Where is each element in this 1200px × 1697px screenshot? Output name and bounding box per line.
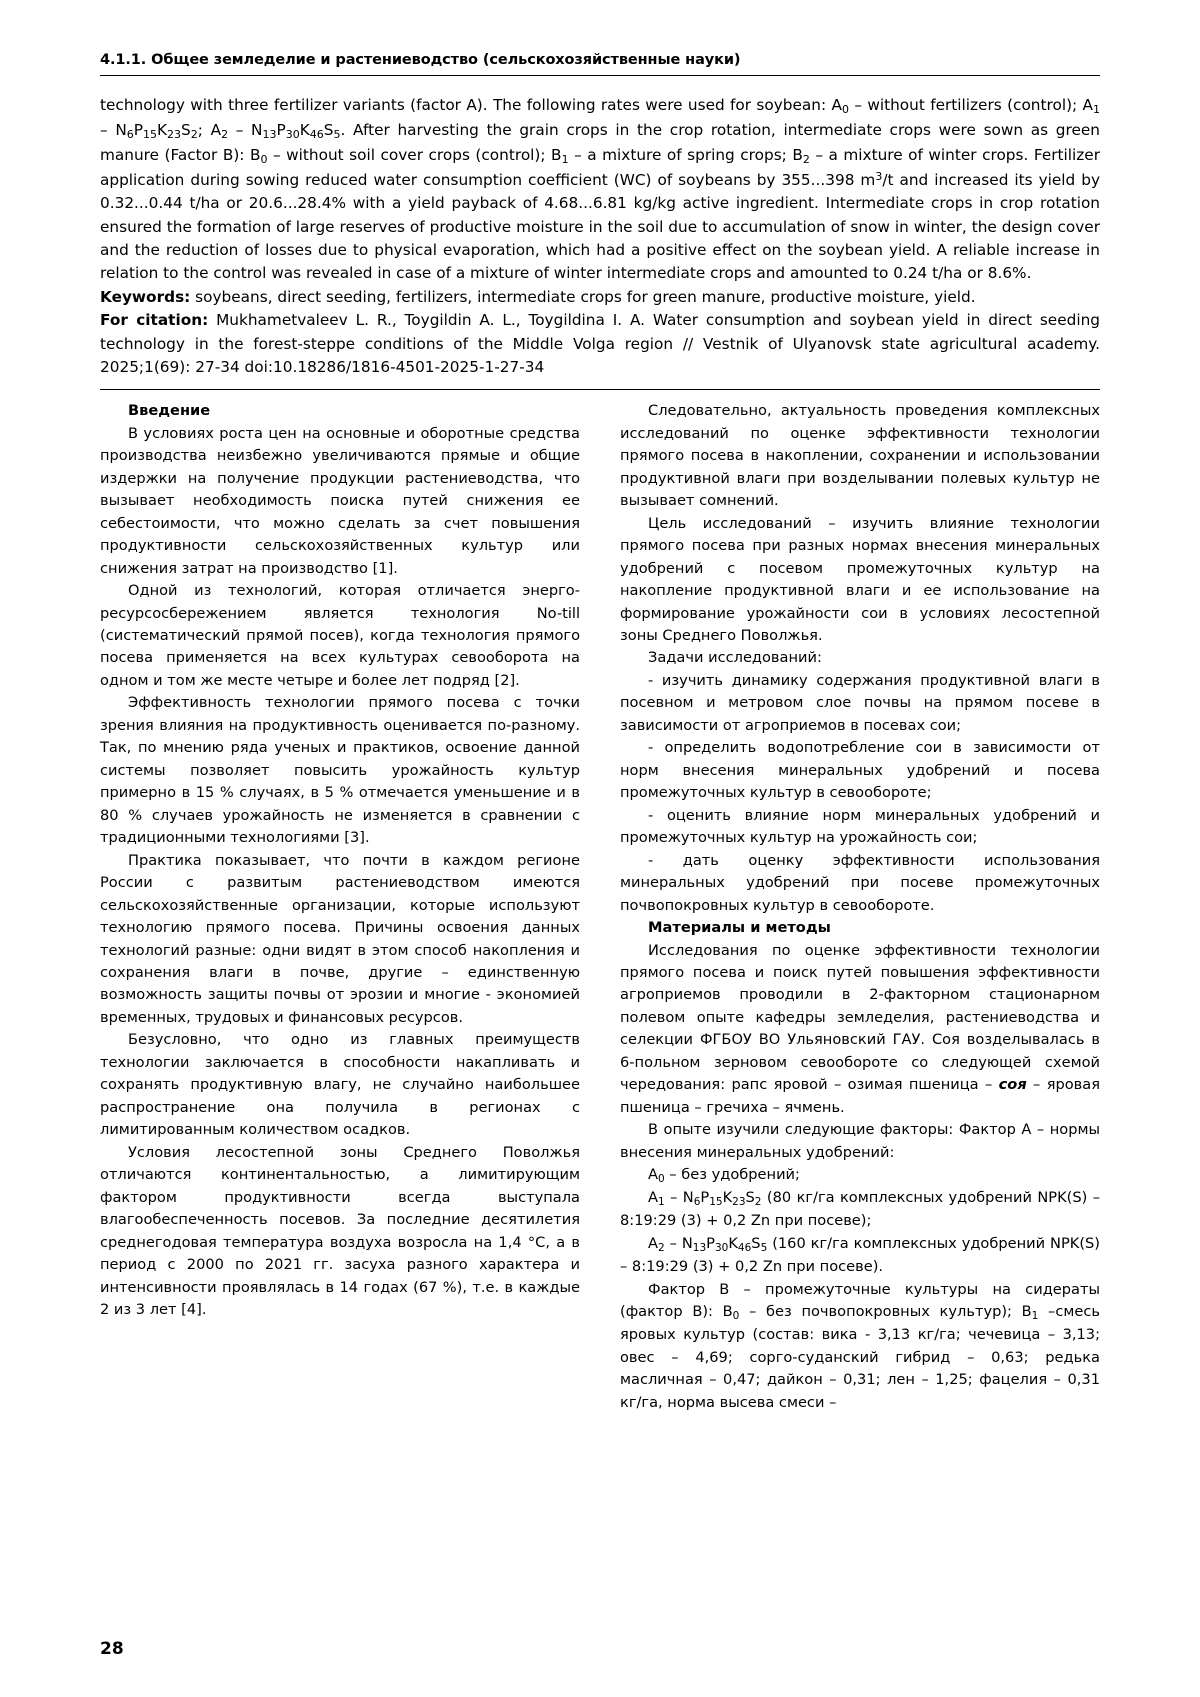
paragraph-seg: K: [728, 1234, 738, 1252]
abstract-sub-2b: 2: [221, 128, 229, 141]
sub-30: 30: [714, 1241, 729, 1254]
paragraph-seg: – N: [664, 1189, 694, 1207]
paragraph-seg: А: [648, 1234, 658, 1252]
abstract-seg-1: technology with three fertilizer variants (factor A). The following rates were used for soybean: A: [100, 96, 842, 114]
abstract-seg-10: K: [299, 120, 310, 139]
sub-5: 5: [760, 1241, 768, 1254]
paragraph: [620, 1164, 1100, 1187]
paragraph: [620, 1233, 1100, 1279]
abstract-sub-23: 23: [167, 128, 182, 141]
abstract-seg-13: – without soil cover crops (control); B: [267, 145, 562, 164]
header-divider: [100, 75, 1100, 76]
paragraph-seg: S: [745, 1189, 755, 1207]
paragraph-seg: A: [648, 1166, 658, 1184]
citation-text: Mukhametvaleev L. R., Toygildin A. L., Toygildina I. A. Water consumption and soybean yield in direct seeding technology in the forest-steppe conditions of the Middle Volga region // Vestnik of Ulyanovsk state agricultural academy. 2025;1(69): 27-34 doi:10.18286/1816-4501-2025-1-27-34: [100, 311, 1100, 376]
body-columns: [100, 400, 1100, 1414]
abstract-divider: [100, 389, 1100, 390]
paragraph: [620, 1279, 1100, 1414]
abstract-seg-8: – N: [228, 120, 263, 139]
abstract-sub-46: 46: [309, 128, 324, 141]
paragraph-seg: Исследования по оценке эффективности технологии прямого посева и поиск путей повышения эффективности агроприемов проводили в 2-факторном стационарном полевом опыте кафедры земледелия, растениеводства и селекции ФГБОУ ВО Ульяновский ГАУ. Соя возделывалась в 6-польном зерновом севообороте со следующей схемой чередования: рапс яровой – озимая пшеница –: [620, 941, 1100, 1094]
paragraph: - изучить динамику содержания продуктивной влаги в посевном и метровом слое почвы на прямом посеве в зависимости от агроприемов в посевах сои;: [620, 671, 1100, 734]
abstract-sub-b2: 2: [802, 152, 810, 166]
paragraph: Следовательно, актуальность проведения комплексных исследований по оценке эффективности технологии прямого посева в накоплении, сохранении и использовании продуктивной влаги при возделывании полевых культур не вызывает сомнений.: [620, 402, 1100, 510]
paragraph: - оценить влияние норм минеральных удобрений и промежуточных культур на урожайность сои;: [620, 806, 1100, 847]
citation-line: [100, 309, 1100, 379]
sub-6: 6: [693, 1196, 701, 1209]
sub-15: 15: [709, 1196, 723, 1209]
paragraph-seg: – яровая пшеница – гречиха – ячмень.: [620, 1076, 1100, 1116]
paragraph: Условия лесостепной зоны Среднего Поволжья отличаются континентальностью, а лимитирующим фактором продуктивности всегда выступала влагообеспеченность посевов. За последние десятилетия среднегодовая температура воздуха возросла на 1,4 °С, а в период с 2000 по 2021 гг. засуха разного характера и интенсивности проявлялась в 14 годах (67 %), т.е. в каждые 2 из 3 лет [4].: [100, 1143, 580, 1319]
paragraph-seg: – N: [664, 1234, 693, 1252]
paragraph-seg: A: [648, 1189, 658, 1207]
column-left: [100, 400, 580, 1414]
abstract-seg-14: – a mixture of spring crops; B: [568, 145, 803, 164]
abstract-seg-12: . After harvesting the grain crops in the crop rotation, intermediate crops were sown as green manure (Factor B): B: [100, 120, 1100, 164]
paragraph: [620, 1187, 1100, 1233]
heading-materials-methods: Материалы и методы: [648, 919, 831, 937]
sub-2: 2: [657, 1241, 665, 1254]
abstract-seg-9: P: [276, 120, 286, 139]
paragraph-seg: –смесь яровых культур (состав: вика - 3,13 кг/га; чечевица – 3,13; овес – 4,69; сорго-суданский гибрид – 0,63; редька масличная – 0,47; дайкон – 0,31; лен – 1,25; фацелия – 0,31 кг/га, норма высева смеси –: [620, 1303, 1100, 1411]
abstract-sub-5: 5: [333, 128, 341, 141]
abstract-block: [100, 94, 1100, 379]
page-header-section: 4.1.1. Общее земледелие и растениеводство (сельскохозяйственные науки): [100, 52, 741, 68]
abstract-sub-b1: 1: [561, 152, 569, 166]
paragraph: - определить водопотребление сои в зависимости от норм внесения минеральных удобрений и посева промежуточных культур в севообороте;: [620, 739, 1100, 802]
paragraph: В условиях роста цен на основные и оборотные средства производства неизбежно увеличиваются прямые и общие издержки на получение продукции растениеводства, что вызывает необходимость поиска путей снижения ее себестоимости, что можно сделать за счет повышения продуктивности сельскохозяйственных культур или снижения затрат на производство [1].: [100, 424, 580, 577]
abstract-seg-5: K: [157, 120, 168, 139]
emphasis-soya: соя: [998, 1076, 1027, 1094]
paragraph: Безусловно, что одно из главных преимуществ технологии заключается в способности накапливать и сохранять продуктивную влагу, не случайно наибольшее распространение она получила в регионах с лимитированным количеством осадков.: [100, 1031, 580, 1139]
column-right: [620, 400, 1100, 1414]
paragraph: Цель исследований – изучить влияние технологии прямого посева при разных нормах внесения минеральных удобрений с посевом промежуточных культур на накопление продуктивной влаги и ее использование на формирование урожайности сои в условиях лесостепной зоны Среднего Поволжья.: [620, 514, 1100, 644]
abstract-sub-15: 15: [143, 128, 158, 141]
sub-b0: 0: [732, 1309, 740, 1322]
paragraph-seg: K: [722, 1189, 733, 1207]
abstract-seg-7: ; A: [197, 120, 222, 139]
abstract-sup-3: 3: [875, 169, 883, 183]
abstract-text: [100, 94, 1100, 286]
paragraph: В опыте изучили следующие факторы: Фактор А – нормы внесения минеральных удобрений:: [620, 1121, 1100, 1161]
abstract-seg-6: S: [181, 120, 191, 139]
keywords-line: [100, 286, 1100, 309]
paragraph: Задачи исследований:: [648, 649, 822, 667]
paragraph-seg: S: [751, 1234, 761, 1252]
abstract-seg-3: – N: [100, 120, 127, 139]
abstract-sub-b0: 0: [260, 152, 268, 166]
abstract-sub-30: 30: [285, 128, 300, 141]
paragraph-seg: (160 кг/га комплексных удобрений NPK(S) – 8:19:29 (3) + 0,2 Zn при посеве).: [620, 1234, 1100, 1276]
abstract-sub-6: 6: [126, 128, 134, 141]
paragraph-seg: P: [706, 1234, 715, 1252]
sub-2: 2: [754, 1196, 762, 1209]
paragraph-seg: – без почвопокровных культур); В: [739, 1303, 1032, 1320]
abstract-sub-0: 0: [841, 103, 849, 117]
paragraph: Одной из технологий, которая отличается энерго-ресурсосбережением является технология No-till (систематический прямой посев), когда технология прямого посева применяется на всех культурах севооборота на одном и том же месте четыре и более лет подряд [2].: [100, 582, 580, 689]
paragraph-seg: – без удобрений;: [664, 1166, 800, 1184]
abstract-sub-13: 13: [262, 128, 277, 141]
abstract-sub-2a: 2: [190, 128, 198, 141]
sub-1: 1: [657, 1196, 665, 1209]
abstract-seg-16: /t and increased its yield by 0.32...0.44 t/ha or 20.6...28.4% with a yield payback of 4.68...6.81 kg/kg active ingredient. Intermediate crops in crop rotation ensured the formation of large reserves of productive moisture in the soil due to accumulation of snow in winter, the design cover and the reduction of losses due to physical evaporation, which had a positive effect on the soybean yield. A reliable increase in relation to the control was revealed in case of a mixture of winter intermediate crops and amounted to 0.24 t/ha or 8.6%.: [100, 170, 1100, 283]
page-number: 28: [100, 1639, 124, 1659]
paragraph: Эффективность технологии прямого посева с точки зрения влияния на продуктивность оценивается по-разному. Так, по мнению ряда ученых и практиков, освоение данной системы позволяет повысить урожайность культур примерно в 15 % случаях, в 5 % отмечается уменьшение и в 80 % случаев урожайность не изменяется в сравнении с традиционными технологиями [3].: [100, 694, 580, 847]
paragraph: [620, 940, 1100, 1120]
paragraph-seg: (80 кг/га комплексных удобрений NPK(S) – 8:19:29 (3) + 0,2 Zn при посеве);: [620, 1189, 1100, 1230]
abstract-seg-4: P: [133, 120, 144, 139]
paragraph-seg: Фактор В – промежуточные культуры на сидераты (фактор В): В: [620, 1280, 1100, 1320]
abstract-seg-2: – without fertilizers (control); A: [848, 96, 1094, 114]
abstract-seg-11: S: [323, 120, 334, 139]
sub-46: 46: [737, 1241, 752, 1254]
keywords-label: Keywords:: [100, 287, 191, 306]
paragraph-seg: P: [700, 1189, 710, 1207]
sub-b1: 1: [1031, 1309, 1039, 1322]
sub-13: 13: [692, 1241, 707, 1254]
abstract-seg-15: – a mixture of winter crops. Fertilizer application during sowing reduced water consumption coefficient (WC) of soybeans by 355...398 m: [100, 145, 1100, 189]
paragraph: - дать оценку эффективности использования минеральных удобрений при посеве промежуточных почвопокровных культур в севообороте.: [620, 851, 1100, 914]
heading-introduction: Введение: [128, 402, 211, 420]
citation-label: For citation:: [100, 311, 209, 330]
paragraph: Практика показывает, что почти в каждом регионе России с развитым растениеводством имеются сельскохозяйственные организации, которые используют технологию прямого посева. Причины освоения данных технологий разные: одни видят в этом способ накопления и сохранения влаги в почве, другие – единственную возможность защиты почвы от эрозии и многие - экономией временных, трудовых и финансовых ресурсов.: [100, 851, 580, 1026]
abstract-sub-1: 1: [1093, 103, 1101, 117]
sub-23: 23: [732, 1196, 746, 1209]
sub-0: 0: [657, 1173, 665, 1186]
keywords-text: soybeans, direct seeding, fertilizers, intermediate crops for green manure, productive moisture, yield.: [190, 287, 976, 306]
